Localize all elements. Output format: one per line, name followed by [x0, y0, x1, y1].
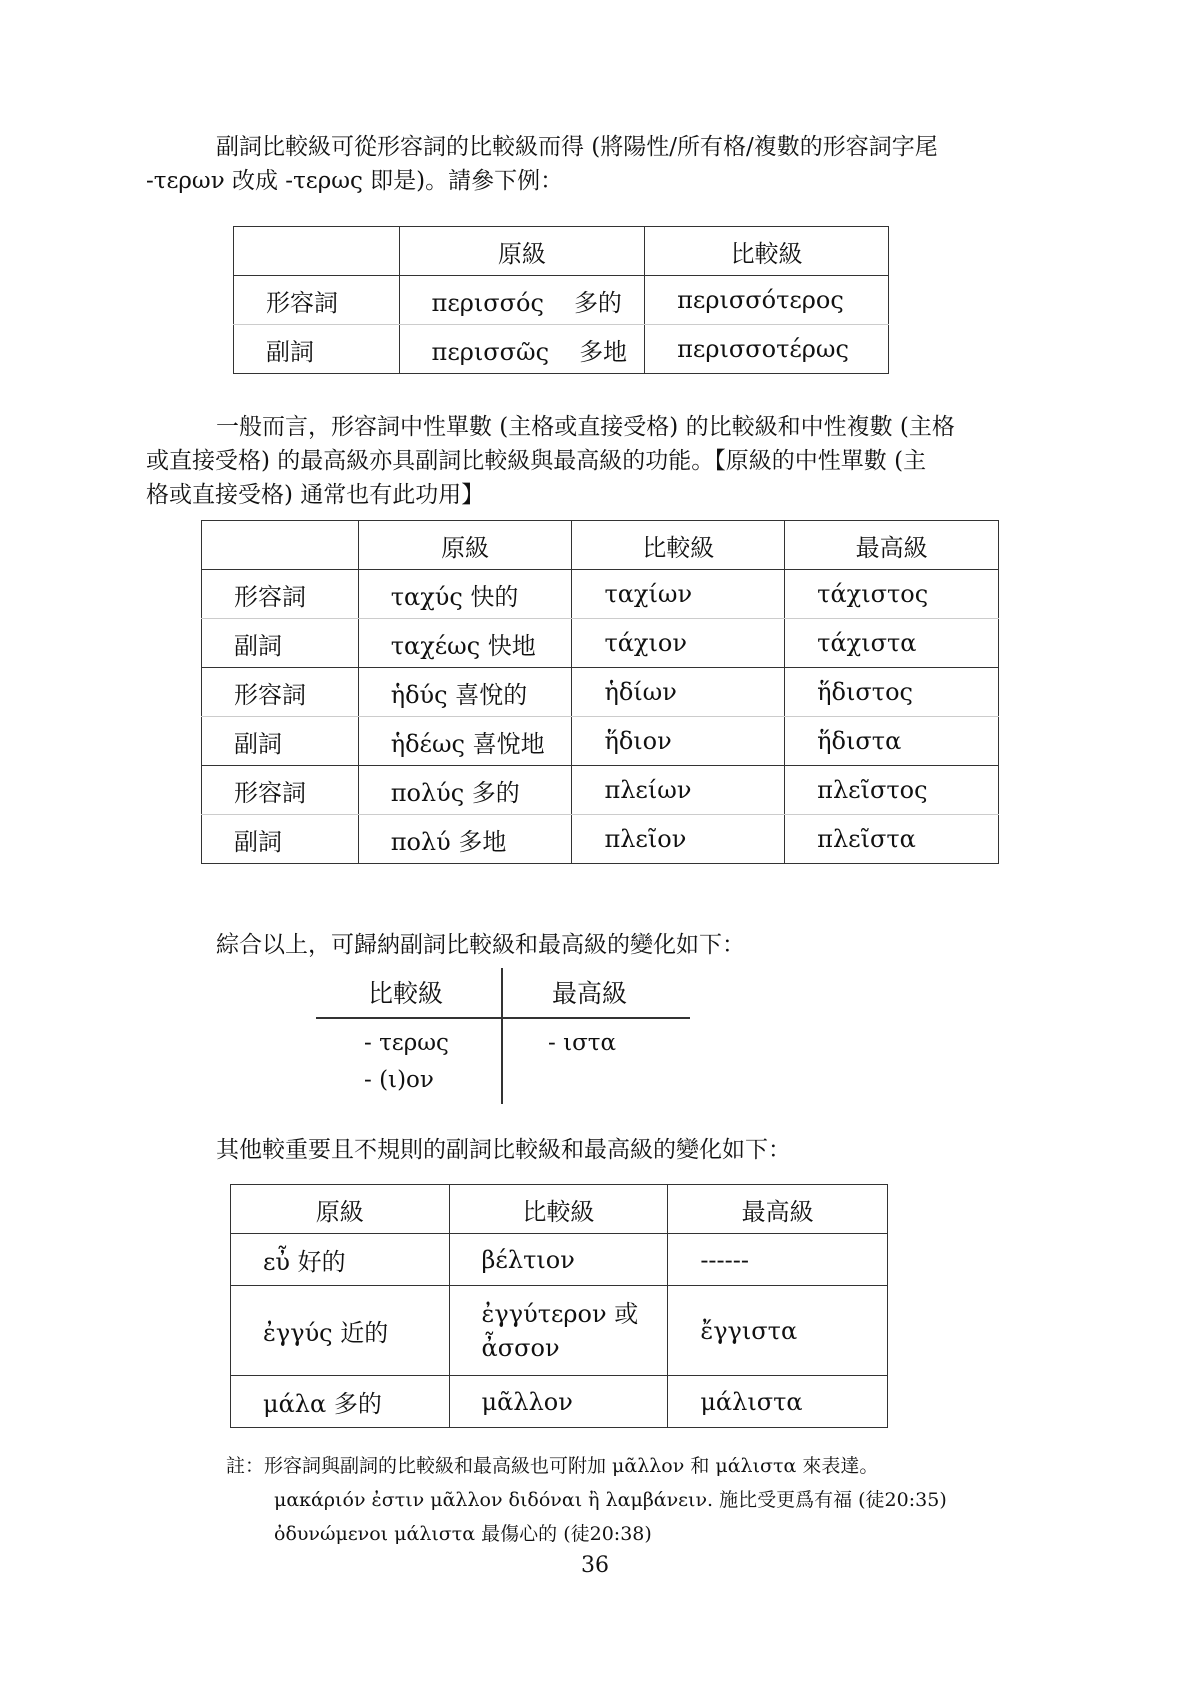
header-cell: 最高級: [668, 1185, 888, 1234]
header-cell: [234, 227, 400, 276]
comparative-cell: τάχιον: [572, 619, 785, 668]
comparative-cell: [449, 1286, 668, 1376]
table-row: [234, 325, 889, 374]
positive-cell: πολύ 多地: [358, 815, 572, 864]
superlative-header: 最高級: [552, 979, 628, 1008]
table-row: [202, 668, 999, 717]
note-line-1: 註：形容詞與副詞的比較級和最高級也可附加 μᾶλλον 和 μάλιστα 來表達。: [226, 1455, 879, 1477]
positive-cell: εὖ 好的: [231, 1234, 450, 1286]
superlative-ending: - ιστα: [548, 1030, 617, 1056]
row-label: 形容詞: [202, 766, 359, 815]
intro-line-2: -τερων 改成 -τερως 即是)。請參下例：: [146, 168, 564, 194]
table-row: [234, 276, 889, 325]
note-example-2: ὀδυνώμενοι μάλιστα 最傷心的 (徒20:38): [274, 1523, 652, 1545]
superlative-cell: τάχιστος: [785, 570, 999, 619]
intro-paragraph: [146, 130, 1046, 198]
table-row: [202, 766, 999, 815]
header-cell: 最高級: [785, 521, 999, 570]
positive-cell: [399, 276, 645, 325]
comparative-cell: πλείων: [572, 766, 785, 815]
table-header-row: [202, 521, 999, 570]
note-example-1: μακάριόν ἐστιν μᾶλλον διδόναι ἢ λαμβάνειν. 施比受更爲有福 (徒20:35): [274, 1489, 947, 1511]
para2-line-2: 或直接受格) 的最高級亦具副詞比較級與最高級的功能。【原級的中性單數 (主: [146, 448, 927, 474]
row-label: 副詞: [234, 325, 400, 374]
table-row: [202, 619, 999, 668]
header-cell: 原級: [399, 227, 645, 276]
header-cell: 原級: [358, 521, 572, 570]
comparative-cell: πλεῖον: [572, 815, 785, 864]
positive-cell: ἡδέως 喜悅地: [358, 717, 572, 766]
superlative-cell: πλεῖστα: [785, 815, 999, 864]
para2-line-1: 一般而言，形容詞中性單數 (主格或直接受格) 的比較級和中性複數 (主格: [216, 414, 955, 440]
comparative-form: ἐγγύτερον 或: [481, 1299, 639, 1328]
comparative-cell: περισσότερος: [645, 276, 889, 325]
general-paragraph: [146, 410, 1046, 512]
table-header-row: [231, 1185, 888, 1234]
header-cell: 比較級: [645, 227, 889, 276]
row-label: 副詞: [202, 619, 359, 668]
header-cell: 原級: [231, 1185, 450, 1234]
positive-cell: ἡδύς 喜悅的: [358, 668, 572, 717]
comparative-ending: - (ι)ον: [364, 1067, 434, 1093]
greek-word: περισσός: [431, 288, 544, 317]
gloss: 多的: [573, 288, 622, 317]
row-label: 副詞: [202, 815, 359, 864]
positive-cell: μάλα 多的: [231, 1376, 450, 1428]
comparative-cell: βέλτιον: [449, 1234, 668, 1286]
divider-vertical: [501, 968, 503, 1104]
page-number: 36: [581, 1553, 609, 1578]
positive-cell: ταχύς 快的: [358, 570, 572, 619]
ending-summary-table: [316, 968, 690, 1104]
superlative-cell: ἔγγιστα: [668, 1286, 888, 1376]
footnote: [226, 1451, 947, 1549]
table-header-row: [234, 227, 889, 276]
adverb-comparative-table: [233, 226, 889, 374]
positive-cell: πολύς 多的: [358, 766, 572, 815]
greek-word: περισσῶς: [431, 337, 550, 366]
positive-cell: ταχέως 快地: [358, 619, 572, 668]
summary-text: 綜合以上，可歸納副詞比較級和最高級的變化如下：: [216, 932, 745, 958]
table-row: [231, 1376, 888, 1428]
gloss: 多地: [579, 337, 628, 366]
row-label: 副詞: [202, 717, 359, 766]
table-row: [202, 717, 999, 766]
superlative-cell: πλεῖστος: [785, 766, 999, 815]
comparative-ending: - τερως: [364, 1030, 449, 1056]
superlative-cell: μάλιστα: [668, 1376, 888, 1428]
para2-line-3: 格或直接受格) 通常也有此功用】: [146, 482, 485, 508]
table-row: [231, 1234, 888, 1286]
superlative-cell: τάχιστα: [785, 619, 999, 668]
table-row: [202, 815, 999, 864]
header-cell: 比較級: [449, 1185, 668, 1234]
intro-line-1: 副詞比較級可從形容詞的比較級而得 (將陽性/所有格/複數的形容詞字尾: [216, 134, 938, 160]
superlative-cell: ------: [668, 1234, 888, 1286]
table-row: [231, 1286, 888, 1376]
irregular-sentence: [216, 1133, 1116, 1167]
comparative-cell: μᾶλλον: [449, 1376, 668, 1428]
degrees-table: [201, 520, 999, 864]
summary-sentence: [216, 928, 1116, 962]
comparative-cell: ταχίων: [572, 570, 785, 619]
header-cell: [202, 521, 359, 570]
header-cell: 比較級: [572, 521, 785, 570]
comparative-cell: περισσοτέρως: [645, 325, 889, 374]
row-label: 形容詞: [202, 570, 359, 619]
table-row: [202, 570, 999, 619]
row-label: 形容詞: [202, 668, 359, 717]
irregular-text: 其他較重要且不規則的副詞比較級和最高級的變化如下：: [216, 1137, 791, 1163]
comparative-cell: ἡδίων: [572, 668, 785, 717]
comparative-header: 比較級: [368, 979, 444, 1008]
row-label: 形容詞: [234, 276, 400, 325]
divider-horizontal: [316, 1017, 690, 1019]
superlative-cell: ἥδιστα: [785, 717, 999, 766]
comparative-cell: ἥδιον: [572, 717, 785, 766]
positive-cell: [399, 325, 645, 374]
comparative-form: ἆσσον: [481, 1333, 560, 1362]
superlative-cell: ἥδιστος: [785, 668, 999, 717]
positive-cell: ἐγγύς 近的: [231, 1286, 450, 1376]
irregular-table: [230, 1184, 888, 1428]
